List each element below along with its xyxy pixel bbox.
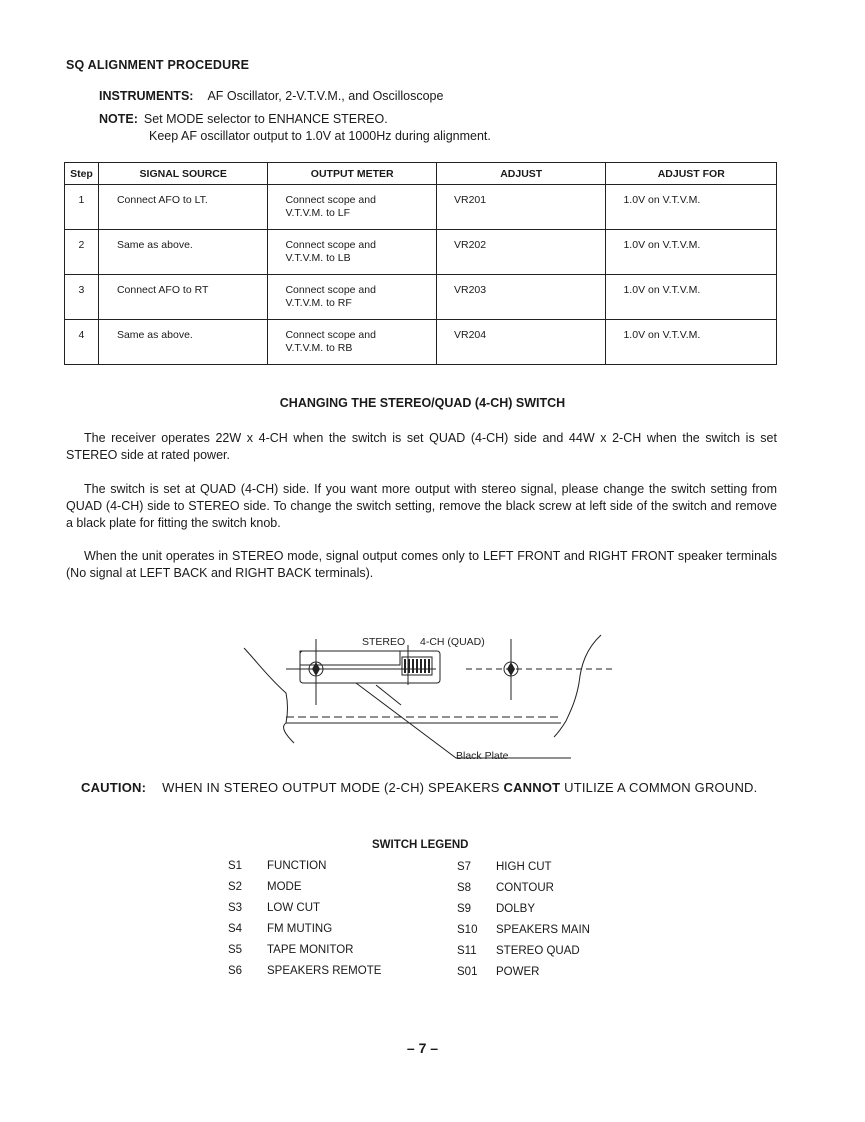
cell-meter: Connect scope and V.T.V.M. to RB: [268, 320, 437, 365]
chassis-left-curve: [244, 648, 294, 743]
list-item: S8 CONTOUR: [457, 882, 554, 894]
list-item: S2 MODE: [228, 881, 302, 893]
page-number: – 7 –: [406, 1040, 439, 1056]
cell-source: Connect AFO to RT: [98, 275, 268, 320]
label-black-plate: Black Plate: [456, 750, 509, 762]
chassis-right-curve: [554, 635, 601, 737]
plate-leader-short: [376, 685, 401, 705]
label-stereo: STEREO: [362, 636, 406, 648]
label-quad: 4-CH (QUAD): [420, 636, 485, 648]
list-item: S7 HIGH CUT: [457, 861, 552, 873]
cell-meter: Connect scope and V.T.V.M. to RF: [268, 275, 437, 320]
header-step: Step: [65, 163, 99, 185]
cell-adjust: VR204: [436, 320, 605, 365]
caution-emphasis: CANNOT: [503, 780, 561, 795]
caution-label: CAUTION:: [81, 780, 147, 795]
cell-adjust-for: 1.0V on V.T.V.M.: [606, 230, 777, 275]
caution-line: [81, 780, 757, 795]
instruments-label: INSTRUMENTS:: [99, 89, 194, 103]
table-row: [65, 275, 777, 320]
header-signal-source: SIGNAL SOURCE: [98, 163, 268, 185]
note-block: [99, 111, 491, 145]
legend-title: SWITCH LEGEND: [372, 839, 469, 851]
cell-adjust: VR203: [436, 275, 605, 320]
cell-step: 2: [65, 230, 99, 275]
cell-step: 3: [65, 275, 99, 320]
black-plate: [300, 651, 440, 683]
cell-source: Connect AFO to LT.: [98, 185, 268, 230]
header-adjust: ADJUST: [436, 163, 605, 185]
legend-right-column: [457, 857, 590, 983]
legend-left-column: [228, 856, 381, 982]
list-item: S01 POWER: [457, 966, 540, 978]
alignment-table: [64, 162, 777, 365]
table-row: [65, 185, 777, 230]
list-item: S5 TAPE MONITOR: [228, 944, 354, 956]
list-item: S4 FM MUTING: [228, 923, 333, 935]
cell-adjust-for: 1.0V on V.T.V.M.: [606, 185, 777, 230]
cell-meter: Connect scope and V.T.V.M. to LF: [268, 185, 437, 230]
header-adjust-for: ADJUST FOR: [606, 163, 777, 185]
cell-source: Same as above.: [98, 320, 268, 365]
note-line-2: Keep AF oscillator output to 1.0V at 1000Hz during alignment.: [149, 129, 491, 143]
black-plate-top: [300, 651, 400, 665]
list-item: S3 LOW CUT: [228, 902, 321, 914]
screw-left-mark: [312, 662, 320, 676]
cell-source: Same as above.: [98, 230, 268, 275]
cell-adjust: VR202: [436, 230, 605, 275]
note-line-1: Set MODE selector to ENHANCE STEREO.: [143, 112, 388, 126]
switch-diagram: [236, 625, 616, 770]
section-title: CHANGING THE STEREO/QUAD (4-CH) SWITCH: [279, 396, 566, 410]
list-item: S9 DOLBY: [457, 903, 535, 915]
list-item: S1 FUNCTION: [228, 860, 327, 872]
table-header-row: [65, 163, 777, 185]
paragraph-2: The switch is set at QUAD (4-CH) side. If you want more output with stereo signal, please change the switch setting from QUAD (4-CH) side to STEREO side. To change the switch setting, remove the black screw at left side of the switch and remove a black plate for fitting the switch knob.: [66, 482, 777, 530]
cell-adjust: VR201: [436, 185, 605, 230]
list-item: S6 SPEAKERS REMOTE: [228, 965, 382, 977]
list-item: S11 STEREO QUAD: [457, 945, 580, 957]
cell-meter: Connect scope and V.T.V.M. to LB: [268, 230, 437, 275]
note-label: NOTE:: [99, 112, 138, 126]
paragraph-1: The receiver operates 22W x 4-CH when the switch is set QUAD (4-CH) side and 44W x 2-CH when the switch is set STEREO side at rated power.: [66, 431, 777, 462]
screw-right-mark: [507, 662, 515, 676]
cell-adjust-for: 1.0V on V.T.V.M.: [606, 275, 777, 320]
caution-text-after: UTILIZE A COMMON GROUND.: [564, 780, 758, 795]
cell-step: 4: [65, 320, 99, 365]
cell-adjust-for: 1.0V on V.T.V.M.: [606, 320, 777, 365]
cell-step: 1: [65, 185, 99, 230]
table-row: [65, 230, 777, 275]
paragraph-3: When the unit operates in STEREO mode, signal output comes only to LEFT FRONT and RIGHT FRONT speaker terminals (No signal at LEFT BACK and RIGHT BACK terminals).: [66, 549, 777, 580]
list-item: S10 SPEAKERS MAIN: [457, 924, 590, 936]
page-heading: SQ ALIGNMENT PROCEDURE: [66, 58, 250, 72]
instruments-line: [99, 89, 443, 103]
header-output-meter: OUTPUT METER: [268, 163, 437, 185]
instruments-text: AF Oscillator, 2-V.T.V.M., and Oscilloscope: [207, 89, 444, 103]
table-row: [65, 320, 777, 365]
caution-text-before: WHEN IN STEREO OUTPUT MODE (2-CH) SPEAKERS: [162, 780, 500, 795]
